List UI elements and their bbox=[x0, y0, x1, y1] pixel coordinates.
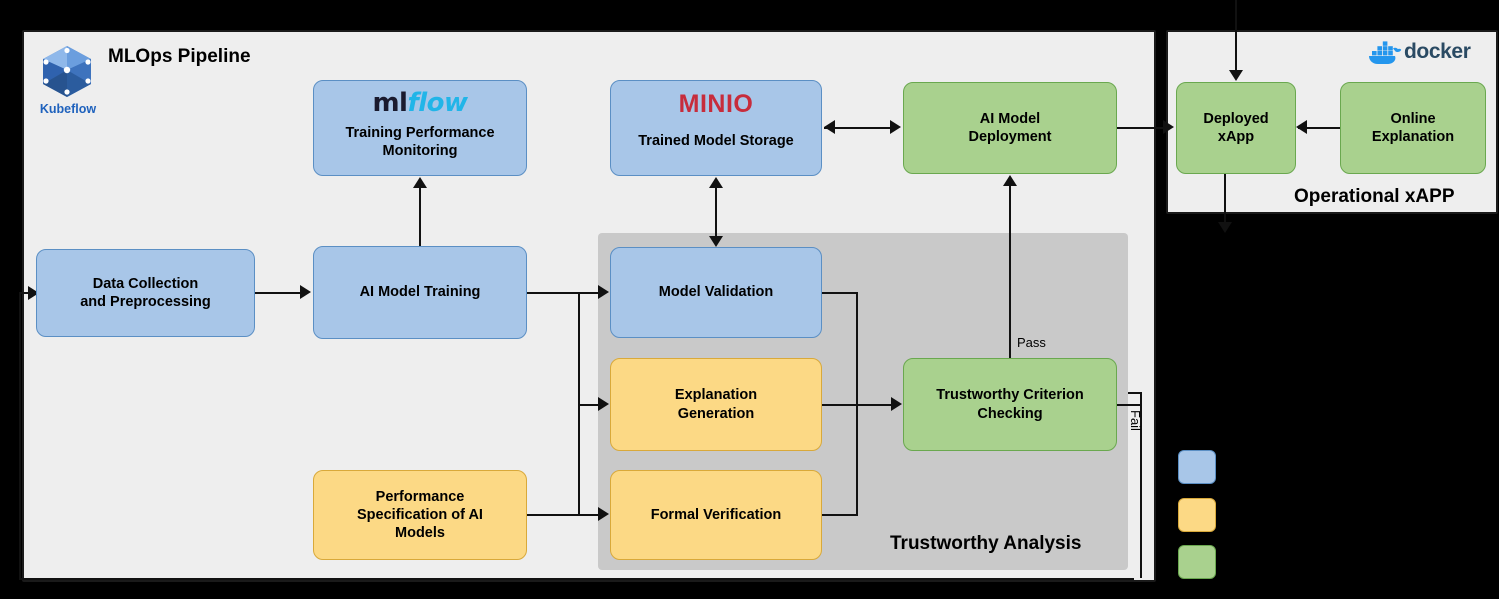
node-model-validation[interactable] bbox=[610, 247, 822, 338]
node-ai-model-deployment-line2: Deployment bbox=[968, 129, 1052, 145]
docker-whale-icon bbox=[1368, 38, 1402, 66]
docker-logo bbox=[1368, 38, 1490, 68]
edge-label-pass: Pass bbox=[1017, 335, 1046, 350]
docker-wordmark: docker bbox=[1404, 40, 1471, 63]
edge-perfspec-to-bus bbox=[527, 514, 579, 516]
node-performance-specification[interactable] bbox=[313, 470, 527, 560]
edge-data-to-training bbox=[255, 292, 302, 294]
edge-pass-vertical bbox=[1009, 186, 1011, 358]
node-explanation-generation[interactable] bbox=[610, 358, 822, 451]
edge-validation-minio bbox=[715, 188, 717, 236]
edge-bus-to-explanation bbox=[578, 404, 600, 406]
node-online-explanation[interactable] bbox=[1340, 82, 1486, 174]
arrowhead-pass-to-deployment bbox=[1003, 175, 1017, 186]
node-online-explanation-line2: Explanation bbox=[1371, 129, 1455, 145]
operational-xapp-title: Operational xAPP bbox=[1294, 186, 1455, 207]
arrowhead-bus-to-validation bbox=[598, 285, 609, 299]
node-trustworthy-criterion-line2: Checking bbox=[977, 405, 1043, 422]
node-data-collection[interactable] bbox=[36, 249, 255, 337]
kubeflow-wordmark: Kubeflow bbox=[39, 102, 97, 116]
trustworthy-analysis-title: Trustworthy Analysis bbox=[890, 533, 1082, 554]
arrowhead-minio-to-validation bbox=[709, 236, 723, 247]
arrowhead-validation-to-minio bbox=[709, 177, 723, 188]
node-trustworthy-criterion-checking[interactable] bbox=[903, 358, 1117, 451]
edge-fail-top-cap bbox=[1128, 392, 1142, 394]
node-training-performance-line1: Training Performance bbox=[345, 124, 495, 141]
arrowhead-to-trustcrit bbox=[891, 397, 902, 411]
mlflow-logo bbox=[314, 87, 526, 120]
arrowhead-deployment-to-dxapp bbox=[1163, 120, 1174, 134]
node-model-validation-label: Model Validation bbox=[658, 284, 774, 301]
node-ai-model-deployment[interactable] bbox=[903, 82, 1117, 174]
edge-training-to-mlflow bbox=[419, 188, 421, 247]
node-ai-model-training[interactable] bbox=[313, 246, 527, 339]
node-explanation-generation-line1: Explanation bbox=[674, 387, 758, 404]
node-explanation-generation-line2: Generation bbox=[677, 405, 755, 422]
node-training-performance-line2: Monitoring bbox=[382, 143, 458, 159]
node-performance-specification-line2: Specification of AI bbox=[357, 506, 483, 523]
node-trustworthy-criterion-line1: Trustworthy Criterion bbox=[936, 387, 1084, 404]
kubeflow-logo bbox=[36, 42, 100, 116]
mlflow-wordmark-ml: ml bbox=[372, 88, 408, 118]
arrowhead-bus-to-explanation bbox=[598, 397, 609, 411]
arrowhead-deployment-to-minio bbox=[824, 120, 835, 134]
arrowhead-online-to-dxapp bbox=[1296, 120, 1307, 134]
edge-top-into-dxapp bbox=[1235, 0, 1237, 70]
node-performance-specification-line3: Models bbox=[395, 525, 445, 542]
node-data-collection-line2: and Preprocessing bbox=[80, 294, 211, 310]
edge-right-rail-vertical bbox=[856, 292, 858, 514]
edge-explanation-to-trustcrit bbox=[822, 404, 894, 406]
edge-feedback-bottom bbox=[19, 578, 1134, 580]
edge-bus-to-formal bbox=[578, 514, 600, 516]
node-ai-model-training-label: AI Model Training bbox=[359, 284, 481, 301]
edge-formal-to-rail bbox=[822, 514, 858, 516]
legend-swatch-orange bbox=[1178, 498, 1216, 532]
arrowhead-minio-to-deployment bbox=[890, 120, 901, 134]
edge-training-to-bus bbox=[527, 292, 579, 294]
arrowhead-dxapp-down bbox=[1218, 222, 1232, 233]
edge-label-fail: Fail bbox=[1128, 410, 1143, 431]
node-online-explanation-line1: Online bbox=[1390, 110, 1436, 127]
edge-fail-out bbox=[1117, 404, 1142, 406]
edge-validation-to-rail bbox=[822, 292, 858, 294]
kubeflow-icon bbox=[36, 42, 100, 100]
arrowhead-data-to-training bbox=[300, 285, 311, 299]
arrowhead-training-to-mlflow bbox=[413, 177, 427, 188]
legend-swatch-green bbox=[1178, 545, 1216, 579]
edge-feedback-vertical bbox=[19, 293, 21, 580]
node-performance-specification-line1: Performance bbox=[375, 488, 465, 505]
node-training-performance-monitoring[interactable] bbox=[313, 80, 527, 176]
node-deployed-xapp-line1: Deployed bbox=[1203, 110, 1269, 127]
mlflow-wordmark-flow: flow bbox=[407, 88, 468, 118]
edge-bus-to-validation bbox=[578, 292, 600, 294]
legend-swatch-blue bbox=[1178, 450, 1216, 484]
minio-logo: MINIO bbox=[678, 90, 754, 118]
node-formal-verification[interactable] bbox=[610, 470, 822, 560]
node-deployed-xapp[interactable] bbox=[1176, 82, 1296, 174]
node-trained-model-storage-label: Trained Model Storage bbox=[638, 132, 794, 149]
arrowhead-bus-to-formal bbox=[598, 507, 609, 521]
node-data-collection-line1: Data Collection bbox=[92, 275, 199, 292]
node-deployed-xapp-line2: xApp bbox=[1217, 129, 1255, 145]
edge-dxapp-down bbox=[1224, 174, 1226, 226]
node-formal-verification-label: Formal Verification bbox=[650, 506, 782, 523]
mlops-pipeline-title: MLOps Pipeline bbox=[108, 46, 251, 67]
node-trained-model-storage[interactable] bbox=[610, 80, 822, 176]
edge-deployment-to-dxapp bbox=[1117, 127, 1167, 129]
arrowhead-top-into-dxapp bbox=[1229, 70, 1243, 81]
node-ai-model-deployment-line1: AI Model bbox=[979, 110, 1041, 127]
